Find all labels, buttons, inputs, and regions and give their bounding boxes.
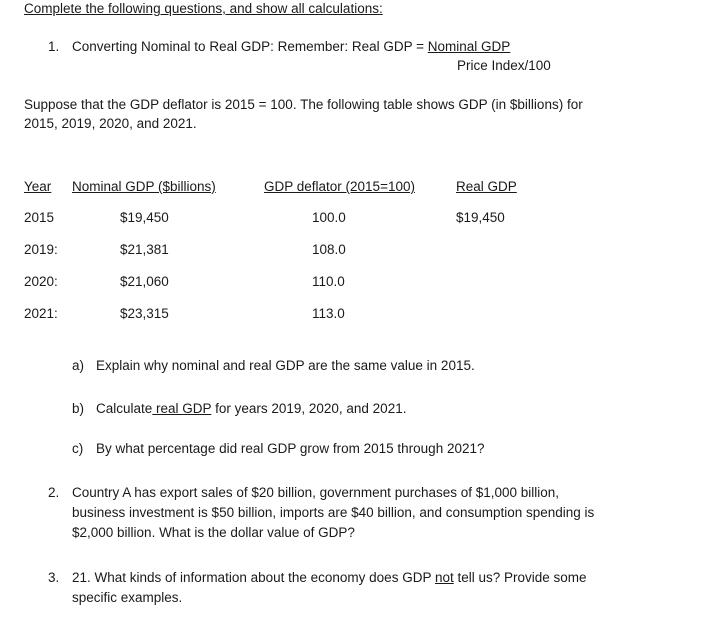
q3-underlined: not [434,570,454,585]
sub-b-underlined: real GDP [152,401,212,416]
row-3-nominal: $21,060 [120,274,169,289]
sub-a-letter: a) [72,358,85,373]
sub-b-text [96,400,406,418]
header-real: Real GDP [456,179,517,194]
row-3-year: 2020: [24,274,58,289]
row-4-nominal: $23,315 [120,306,169,321]
header-year: Year [24,179,52,194]
row-2-deflator: 108.0 [312,242,346,257]
sub-b-after: for years 2019, 2020, and 2021. [211,401,407,416]
row-1-year: 2015 [24,210,55,225]
row-2-year: 2019: [24,242,58,257]
intro-line-2: 2015, 2019, 2020, and 2021. [24,116,197,131]
sub-c-text: By what percentage did real GDP grow from 2015 through 2021? [96,441,485,456]
q2-line-2: business investment is $50 billion, imports are $40 billion, and consumption spending is [72,505,595,520]
row-2-nominal: $21,381 [120,242,169,257]
q3-line-2: specific examples. [72,590,183,605]
q2-line-3: $2,000 billion. What is the dollar value of GDP? [72,525,355,540]
row-1-nominal: $19,450 [120,210,169,225]
q1-denominator: Price Index/100 [457,58,551,73]
q2-number: 2. [48,485,60,500]
row-4-deflator: 113.0 [312,306,345,321]
header-deflator: GDP deflator (2015=100) [264,179,415,194]
q3-number: 3. [48,570,60,585]
q1-numerator: Nominal GDP [427,39,511,54]
q3-before: 21. What kinds of information about the economy does GDP [72,570,435,585]
row-4-year: 2021: [24,306,58,321]
page-heading: Complete the following questions, and show all calculations: [24,1,383,16]
q3-after: tell us? Provide some [453,570,587,585]
sub-c-letter: c) [72,441,84,456]
q1-prefix: Converting Nominal to Real GDP: Remember: Real GDP = [72,39,428,54]
header-nominal: Nominal GDP ($billions) [72,179,216,194]
sub-a-text: Explain why nominal and real GDP are the same value in 2015. [96,358,475,373]
sub-b-before: Calculate [96,401,153,416]
q2-line-1: Country A has export sales of $20 billion, government purchases of $1,000 billion, [72,485,560,500]
intro-line-1: Suppose that the GDP deflator is 2015 = 100. The following table shows GDP (in $billions) for [24,97,583,112]
row-3-deflator: 110.0 [312,274,345,289]
row-1-real: $19,450 [456,210,505,225]
row-1-deflator: 100.0 [312,210,346,225]
q1-text [72,38,510,56]
sub-b-letter: b) [72,401,85,416]
q3-line-1 [72,569,587,587]
q1-number: 1. [48,39,60,54]
